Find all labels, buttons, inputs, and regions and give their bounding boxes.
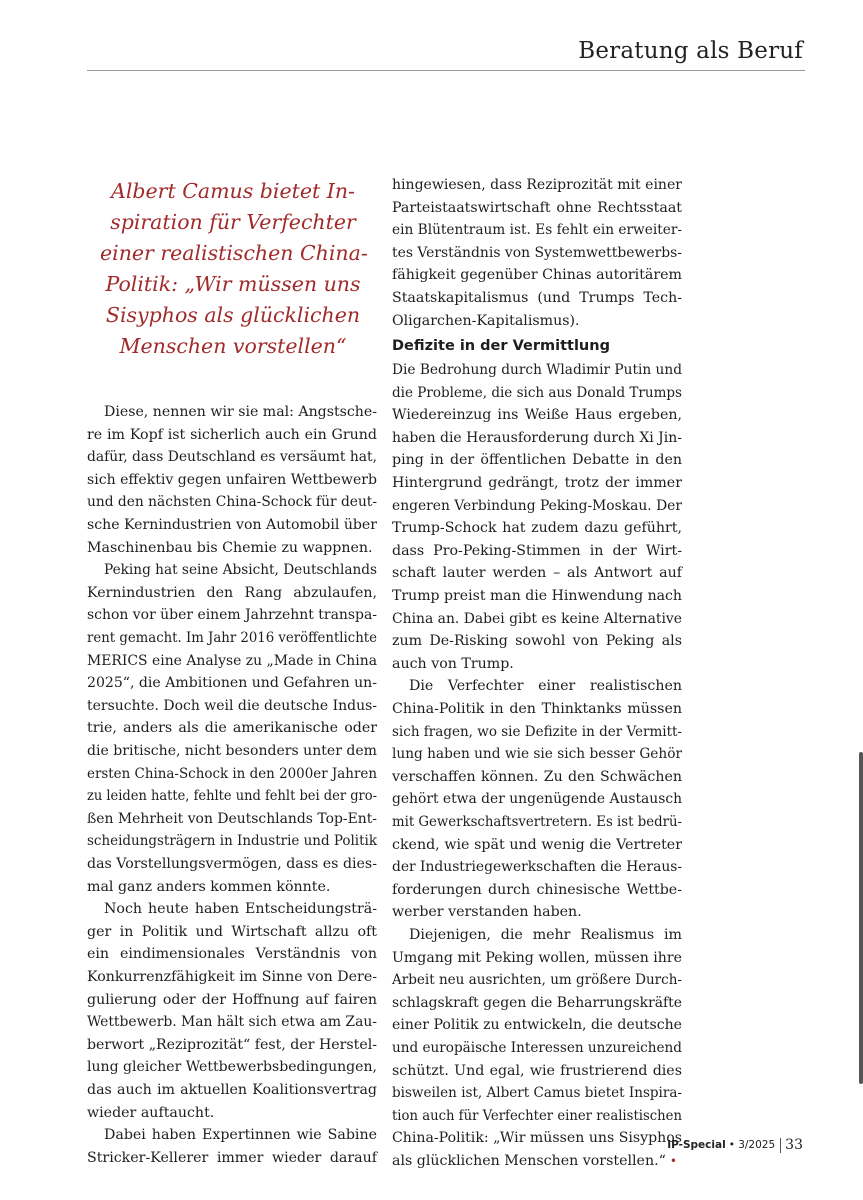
text-line: verschaffen können. Zu den Schwächen <box>392 768 682 785</box>
text-line: gehört etwa der ungenügende Austausch <box>392 791 682 808</box>
text-line: Die Bedrohung durch Wladimir Putin und <box>392 362 682 378</box>
text-line: Diese, nennen wir sie mal: Angstsche- <box>104 404 377 420</box>
text-line: ckend, wie spät und wenig die Vertreter <box>392 836 682 853</box>
scrollbar[interactable] <box>859 752 863 1084</box>
section-title: Beratung als Beruf <box>578 38 803 64</box>
text-line: der Industriegewerkschaften die Heraus- <box>392 859 682 876</box>
text-line: ping in der öffentlichen Debatte in den <box>392 452 682 469</box>
pull-quote-line: einer realistischen China- <box>100 241 368 265</box>
text-line: ersten China-Schock in den 2000er Jahren <box>87 765 377 782</box>
text-line: Dabei haben Expertinnen wie Sabine <box>104 1127 377 1144</box>
text-line: Stricker-Kellerer immer wieder darauf <box>87 1149 377 1166</box>
pull-quote-line: Sisyphos als glücklichen <box>105 303 361 327</box>
text-line: scheidungsträgern in Industrie und Politik <box>87 833 377 850</box>
text-line: ger in Politik und Wirtschaft allzu oft <box>87 923 377 940</box>
text-line: zu leiden hatte, fehlte und fehlt bei der gro- <box>87 788 377 805</box>
text-line: China-Politik in den Thinktanks müssen <box>392 701 682 717</box>
text-line: Wiedereinzug ins Weiße Haus ergeben, <box>392 407 682 424</box>
issue-number: • 3/2025 <box>728 1139 776 1151</box>
text-line: Diejenigen, die mehr Realismus im <box>409 927 682 943</box>
pull-quote-line: Politik: „Wir müssen uns <box>105 272 361 296</box>
text-line: berwort „Reziprozität“ fest, der Herstel- <box>87 1036 377 1053</box>
text-line: ein Blütentraum ist. Es fehlt ein erweiter- <box>392 222 682 239</box>
text-line: ßen Mehrheit von Deutschlands Top-Ent- <box>87 810 377 827</box>
text-line: sich fragen, wo sie Defizite in der Vermitt- <box>392 723 682 740</box>
text-line: werber verstanden haben. <box>392 904 582 921</box>
text-line: bisweilen ist, Albert Camus bietet Inspira- <box>392 1085 682 1102</box>
text-line: rent gemacht. Im Jahr 2016 veröffentlichte <box>87 630 377 646</box>
text-line: Umgang mit Peking wollen, müssen ihre <box>392 949 682 966</box>
text-line: lung haben und wie sie sich besser Gehör <box>392 746 682 763</box>
page-number: 33 <box>785 1137 803 1153</box>
text-line: Oligarchen-Kapitalismus). <box>392 312 580 329</box>
pull-quote-line: Menschen vorstellen“ <box>119 334 347 358</box>
text-line: mit Gewerkschaftsvertretern. Es ist bedrü- <box>392 814 682 830</box>
text-line: zum De-Risking sowohl von Peking als <box>392 633 682 650</box>
text-line: Noch heute haben Entscheidungsträ- <box>104 901 377 918</box>
text-line: Konkurrenzfähigkeit im Sinne von Dere- <box>87 969 377 985</box>
text-line: die britische, nicht besonders unter dem <box>87 743 377 759</box>
text-line: dass Pro-Peking-Stimmen in der Wirt- <box>392 542 682 559</box>
page-footer <box>667 1137 803 1153</box>
text-line: Trump-Schock hat zudem dazu geführt, <box>392 520 682 537</box>
text-line: und den nächsten China-Schock für deut- <box>87 494 377 511</box>
text-line: tes Verständnis von Systemwettbewerbs- <box>392 244 682 261</box>
text-line: und europäische Interessen unzureichend <box>392 1040 682 1056</box>
text-line: trie, anders als die amerikanische oder <box>87 720 377 737</box>
pull-quote-line: spiration für Verfechter <box>110 210 356 234</box>
text-line: Hintergrund gedrängt, trotz der immer <box>392 475 682 491</box>
text-line: Die Verfechter einer realistischen <box>409 678 682 695</box>
text-line: Parteistaatswirtschaft ohne Rechtsstaat <box>392 199 682 216</box>
text-line: ein eindimensionales Verständnis von <box>87 946 377 963</box>
text-line: Arbeit neu ausrichten, um größere Durch- <box>392 972 682 989</box>
text-line: Kernindustrien den Rang abzulaufen, <box>87 584 377 601</box>
text-line: 2025“, die Ambitionen und Gefahren un- <box>87 675 377 692</box>
text-line: schaft lauter werden – als Antwort auf <box>392 565 682 582</box>
footer-divider <box>780 1138 781 1153</box>
text-line: das Vorstellungsvermögen, dass es dies- <box>87 856 377 872</box>
header-divider <box>87 70 805 71</box>
text-line: Maschinenbau bis Chemie zu wappnen. <box>87 539 373 556</box>
text-line: einer Politik zu entwickeln, die deutsche <box>392 1017 682 1034</box>
text-line: mal ganz anders kommen könnte. <box>87 878 331 895</box>
text-line: re im Kopf ist sicherlich auch ein Grund <box>87 426 377 443</box>
text-line: schützt. Und egal, wie frustrierend dies <box>392 1062 682 1079</box>
pull-quote <box>100 176 366 362</box>
text-line: das auch im aktuellen Koalitionsvertrag <box>87 1082 377 1098</box>
text-line: China-Politik: „Wir müssen uns Sisyphos <box>392 1130 682 1147</box>
text-line: sich effektiv gegen unfairen Wettbewerb <box>87 471 377 488</box>
text-line: lung gleicher Wettbewerbsbedingungen, <box>87 1059 377 1076</box>
text-line: MERICS eine Analyse zu „Made in China <box>87 652 377 669</box>
text-line: gulierung oder der Hoffnung auf fairen <box>87 991 377 1008</box>
text-line: die Probleme, die sich aus Donald Trumps <box>392 384 682 401</box>
publication-name: IP-Special <box>667 1139 726 1151</box>
text-line: China an. Dabei gibt es keine Alternative <box>392 610 682 627</box>
text-line: als glücklichen Menschen vorstellen.“ • <box>392 1153 677 1169</box>
text-line: tersuchte. Doch weil die deutsche Indus- <box>87 697 377 714</box>
text-line: sche Kernindustrien von Automobil über <box>87 517 377 533</box>
text-line: fähigkeit gegenüber Chinas autoritärem <box>392 267 682 284</box>
pull-quote-line: Albert Camus bietet In- <box>111 179 355 203</box>
end-of-article-mark: • <box>669 1154 677 1168</box>
text-line: tion auch für Verfechter einer realistischen <box>392 1107 682 1124</box>
text-line: Wettbewerb. Man hält sich etwa am Zau- <box>87 1014 377 1031</box>
text-line: hingewiesen, dass Reziprozität mit einer <box>392 177 682 193</box>
text-line: schlagskraft gegen die Beharrungskräfte <box>392 994 682 1011</box>
text-line: Staatskapitalismus (und Trumps Tech- <box>392 290 682 306</box>
text-line: dafür, dass Deutschland es versäumt hat, <box>87 449 377 466</box>
text-line: schon vor über einem Jahrzehnt transpa- <box>87 607 377 624</box>
text-line: haben die Herausforderung durch Xi Jin- <box>392 429 682 446</box>
text-line: wieder auftaucht. <box>87 1104 215 1121</box>
text-line: auch von Trump. <box>392 655 514 672</box>
section-subheading: Defizite in der Vermittlung <box>392 338 610 354</box>
text-line: engeren Verbindung Peking-Moskau. Der <box>392 497 682 514</box>
text-line: Peking hat seine Absicht, Deutschlands <box>104 562 377 579</box>
text-line: forderungen durch chinesische Wettbe- <box>392 881 682 898</box>
text-line: Trump preist man die Hinwendung nach <box>392 588 682 604</box>
